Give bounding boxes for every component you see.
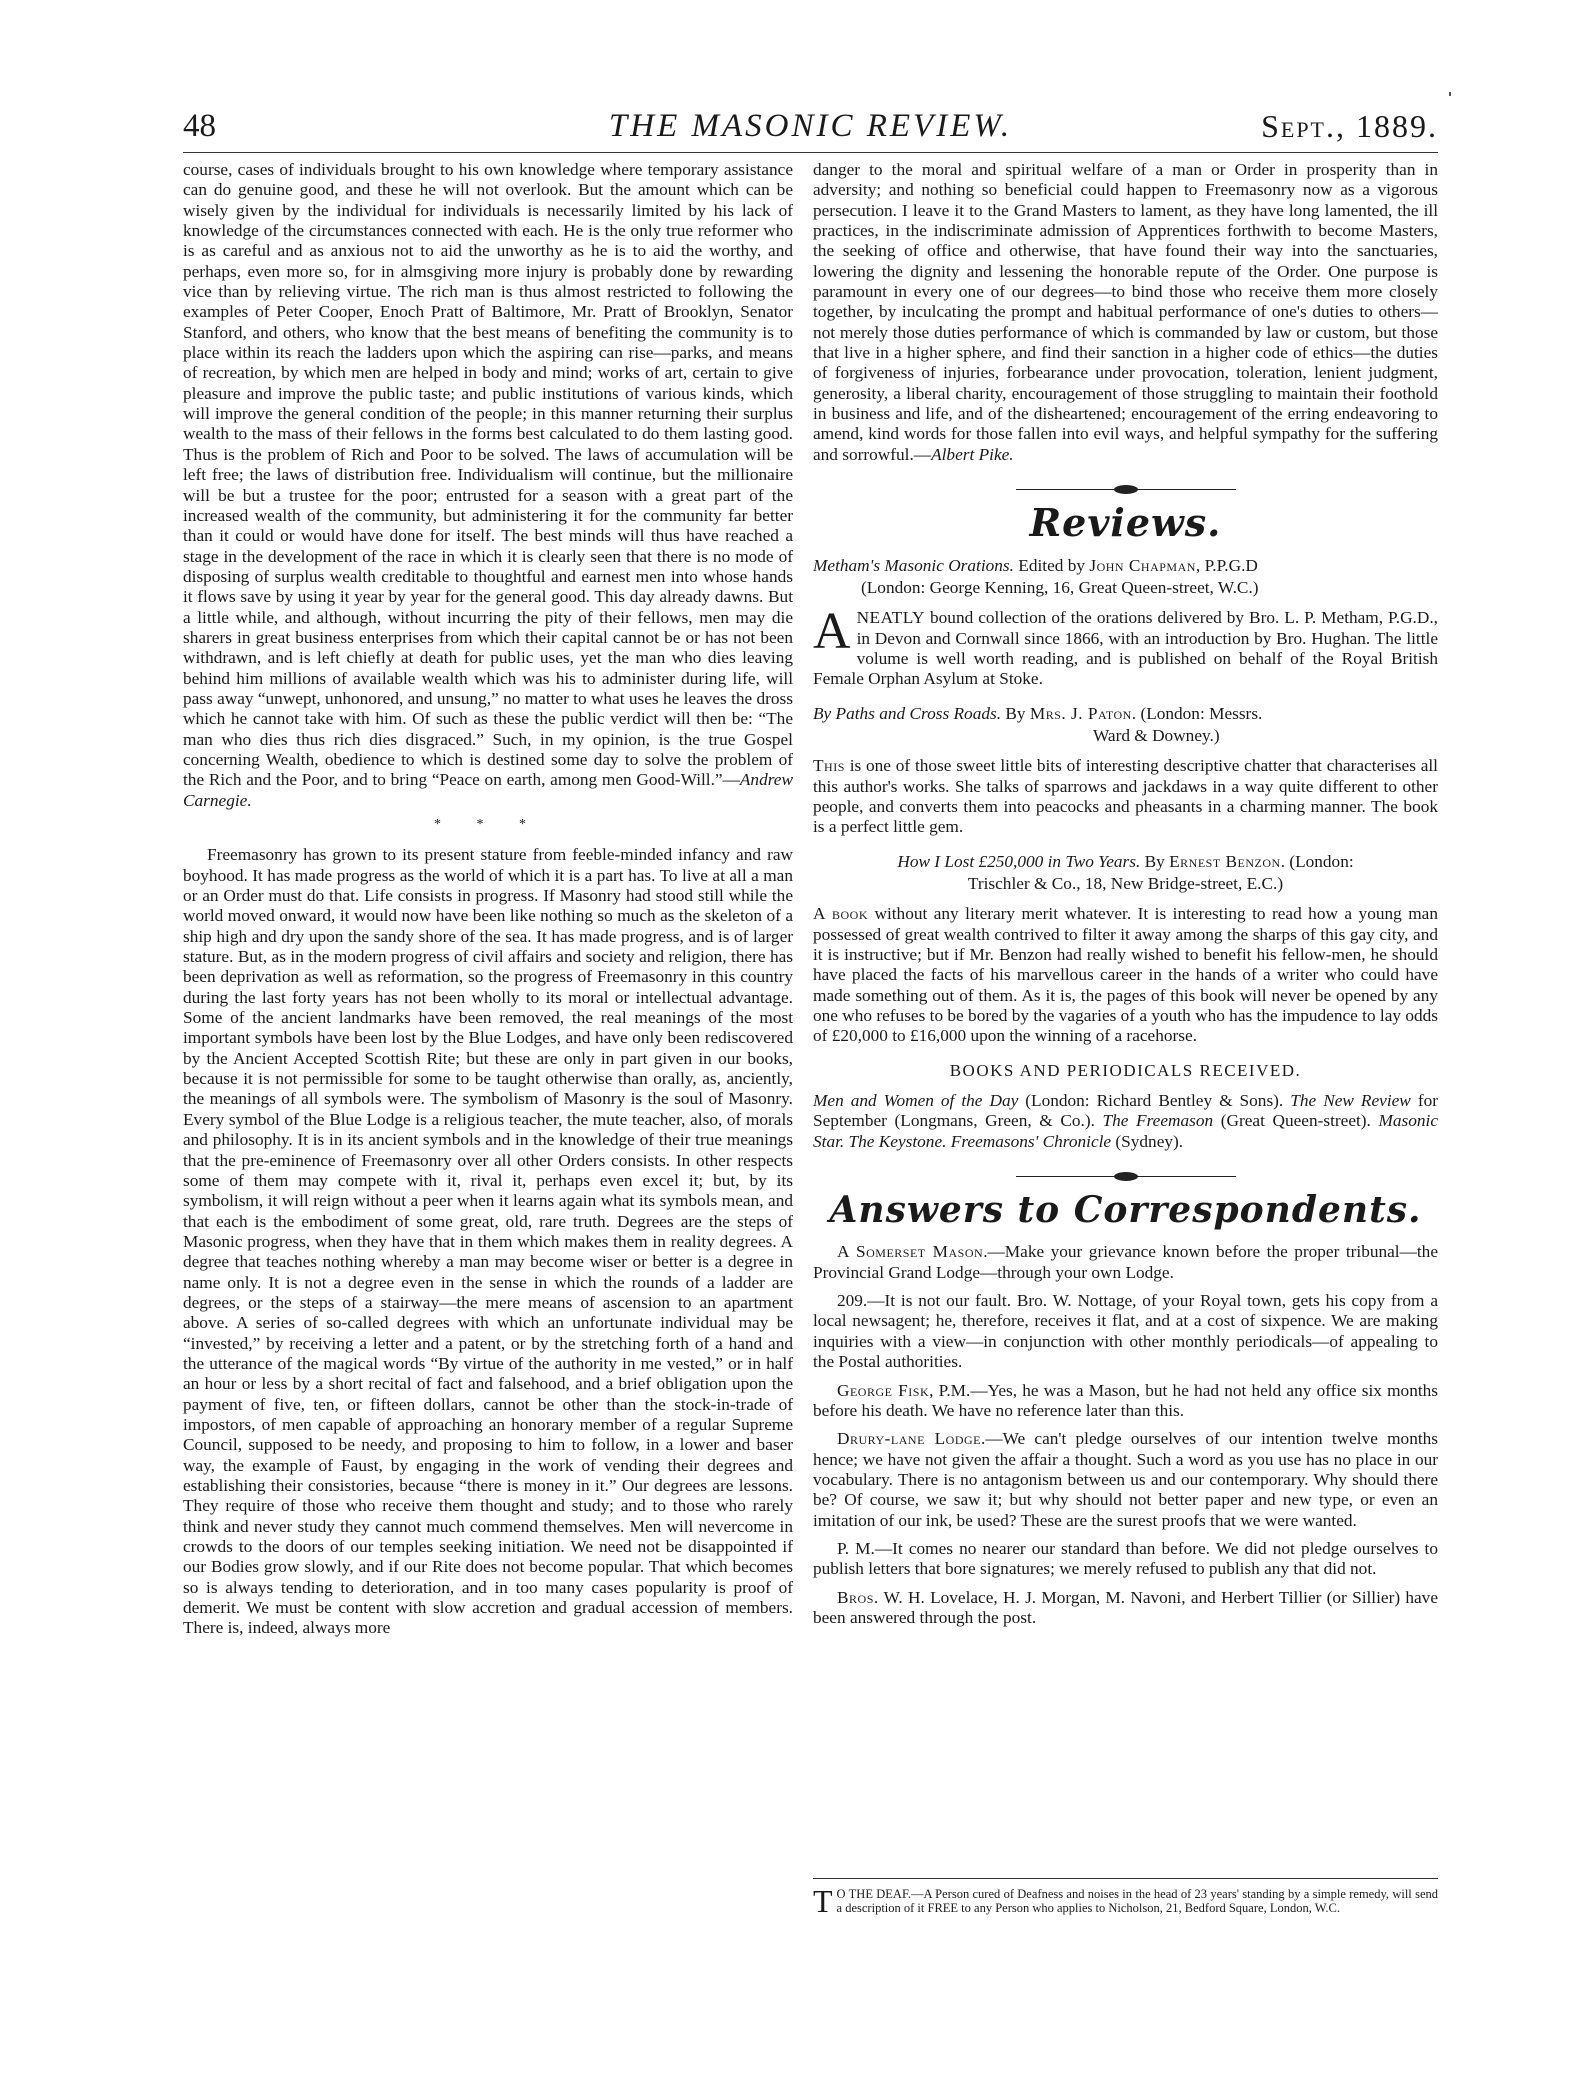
review-body: A book without any literary merit whatever. It is interesting to read how a young man possessed of great wealth contrived to filter it away among the sharps of this gay city, and it is instructive; but if Mr. Benzon had really wished to benefit his fellow-men, he should have placed the facts of his marvellous career in the hands of a writer who could have made something out of them. As it is, the pages of this book will never be opened by any one who refuses to be bored by the vagaries of a youth who has the impudence to lay odds of £20,000 to £16,000 upon the winning of a racehorse.	[813, 904, 1438, 1046]
pike-paragraph: danger to the moral and spiritual welfare of a man or Order in prosperity than in adversity; and nothing so beneficial could happen to Freemasonry now as a vigorous persecution. I leave it to the Grand Masters to lament, as they have long lamented, the ill practices, in the indiscriminate admission of Apprentices forthwith to become Masters, the seeking of office and otherwise, that have found their way into the sanctuaries, lowering the dignity and lessening the honorable repute of the Order. One purpose is paramount in every one of our degrees—to bind those who receive them more closely together, by inculcating the prompt and habitual performance of one's duties to others—not merely those duties performance of which is commanded by law or custom, but those that live in a higher sphere, and find their sanction in a higher code of ethics—the duties of forgiveness of injuries, forbearance under provocation, toleration, lenient judgment, generosity, a liberal charity, encouragement of those struggling to maintain their foothold in business and life, and of the disheartened; encouragement of the erring endeavoring to amend, kind words for those fallen into evil ways, and helpful sympathy for the suffering and sorrowful.—Albert Pike.	[813, 160, 1438, 464]
section-stars: * * *	[434, 817, 542, 832]
review-heading: By Paths and Cross Roads. By Mrs. J. Paton. (London: Messrs.	[813, 703, 1263, 723]
answers-list	[813, 1242, 1438, 1628]
ornament-divider	[1016, 479, 1236, 501]
page-header	[183, 108, 1438, 152]
freemasonry-paragraph: Freemasonry has grown to its present stature from feeble-minded infancy and raw boyhood. It has made progress as the world of which it is a part has. To live at all a man or an Order must do that. Life consists in progress. If Masonry had stood still while the world moved onward, it would now have been like nothing so much as the skeleton of a ship high and dry upon the sandy shore of the sea. It has made progress, and is of larger stature. But, as in the modern progress of civil affairs and society and religion, there has been deprivation as well as reformation, so the progress of Freemasonry in this country during the last forty years has not been wholly to its moral or intellectual advantage. Some of the ancient landmarks have been removed, the real meanings of the most important symbols have been lost by the Blue Lodges, and have only been rediscovered by the Ancient Accepted Scottish Rite; but these are only in part given in our books, because it is not permissible for some to be taught otherwise than orally, as, anciently, the meanings of all symbols were. The symbolism of Masonry is the soul of Masonry. Every symbol of the Blue Lodge is a religious teacher, the mute teacher, also, of morals and philosophy. It is in its ancient symbols and in the knowledge of their true meanings that the pre-eminence of Freemasonry over all other Orders consists. In other respects some of them may compete with it, rival it, perhaps even excel it; but, by its symbolism, it will reign without a peer when it learns again what its symbols mean, and that each is the embodiment of some great, old, rare truth. Degrees are the steps of Masonic progress, when they have that in them which makes them in reality degrees. A degree that teaches nothing whereby a man may become wiser or better is a degree in name only. It is not a degree even in the sense in which the rounds of a ladder are degrees, or the steps of a stairway—the mere means of ascension to an apartment above. A series of so-called degrees with which an unfortunate individual may be “invested,” by receiving a letter and a patent, or by the stretching forth of a hand and the utterance of the magical words “By virtue of the authority in me vested,” or in half an hour or less by a short recital of fact and falsehood, and a brief obligation upon the payment of five, ten, or fifteen dollars, cannot be other than the stock-in-trade of impostors, of men capable of approaching an honorary member of a regular Supreme Council, supposed to be needy, and proposing to him to follow, in a lower and baser way, the example of Faust, by engaging in the work of vending their degrees and establishing their consistories, because “there is money in it.” Our degrees are lessons. They require of those who receive them thought and study; and to those who rarely think and never study they cannot much commend themselves. Men will nevercome in crowds to the doors of our temples seeking initiation. We need not be disappointed if our Bodies grow slowly, and if our Rite does not become popular. That which becomes so is always tending to deterioration, and in too many cases popularity is proof of demerit. We must be content with slow accretion and gradual accession of members. There is, indeed, always more	[183, 845, 793, 1638]
reviews-heading: Reviews.	[1029, 500, 1222, 546]
books-received-heading: BOOKS AND PERIODICALS RECEIVED.	[949, 1060, 1302, 1080]
answer-item: Drury-lane Lodge.—We can't pledge ourselves of our intention twelve months hence; we have not given the affair a thought. Such a word as you use has no place in our vocabulary. There is no antagonism between us and our contemporary. Why should there be? Of course, we saw it; but why should not better paper and new type, or even an imitation of our ink, be used? These are the surest proofs that we were wanted.	[813, 1429, 1439, 1530]
journal-title: THE MASONIC REVIEW.	[608, 108, 1013, 144]
review-heading: Metham's Masonic Orations. Edited by John Chapman, P.P.G.D	[813, 555, 1258, 575]
advertisement-footnote: T O THE DEAF.—A Person cured of Deafness and noises in the head of 23 years' standing by a simple remedy, will send a description of it FREE to any Person who applies to Nicholson, 21, Bedford Square, London, W.C.	[813, 1883, 1438, 1919]
review-1	[813, 556, 1438, 690]
review-publisher: Trischler & Co., 18, New Bridge-street, E.C.)	[967, 873, 1284, 893]
answer-item: P. M.—It comes no nearer our standard than before. We did not pledge ourselves to publish letters that bore signatures; we merely refused to publish any that did not.	[813, 1538, 1438, 1579]
answer-item: Bros. W. H. Lovelace, H. J. Morgan, M. Navoni, and Herbert Tillier (or Sillier) have been answered through the post.	[813, 1587, 1438, 1627]
scan-mark	[1449, 92, 1451, 96]
left-column	[183, 160, 793, 1639]
answer-item: 209.—It is not our fault. Bro. W. Nottage, of your Royal town, gets his copy from a local newsagent; he, therefore, receives it flat, and at a cost of sixpence. We are making inquiries with a view—in conjunction with other monthly periodicals—of appealing to the Postal authorities.	[813, 1291, 1438, 1372]
review-publisher: (London: George Kenning, 16, Great Queen-street, W.C.)	[861, 577, 1259, 597]
answer-item: A Somerset Mason.—Make your grievance known before the proper tribunal—the Provincial Grand Lodge—through your own Lodge.	[813, 1242, 1438, 1282]
review-heading: How I Lost £250,000 in Two Years. By Ernest Benzon. (London:	[897, 851, 1354, 871]
review-3	[813, 852, 1438, 1047]
footnote-drop-cap: T	[813, 1883, 833, 1919]
review-author: Mrs. J. Paton	[1029, 703, 1132, 723]
review-body: ANEATLY bound collection of the orations delivered by Bro. L. P. Metham, P.G.D., in Devon and Cornwall since 1866, with an introduction by Bro. Hughan. The little volume is well worth reading, and is published on behalf of the Royal British Female Orphan Asylum at Stoke.	[813, 603, 1438, 689]
right-column	[813, 160, 1438, 1636]
page-number: 48	[183, 108, 216, 144]
footnote-rule	[813, 1878, 1438, 1879]
books-received-list: Men and Women of the Day (London: Richard Bentley & Sons). The New Review for September (Longmans, Green, & Co.). The Freemason (Great Queen-street). Masonic Star. The Keystone. Freemasons' Chronicle (Sydney).	[813, 1091, 1438, 1151]
drop-cap: A	[813, 603, 851, 661]
ornament-divider	[1016, 1166, 1236, 1188]
carnegie-paragraph: course, cases of individuals brought to his own knowledge where temporary assistance can do genuine good, and these he will not overlook. But the amount which can be wisely given by the individual for individuals is necessarily limited by his lack of knowledge of the circumstances connected with each. He is the only true reformer who is as careful and as anxious not to aid the unworthy as he is to aid the worthy, and perhaps, even more so, for in almsgiving more injury is probably done by rewarding vice than by relieving virtue. The rich man is thus almost restricted to following the examples of Peter Cooper, Enoch Pratt of Baltimore, Mr. Pratt of Brooklyn, Senator Stanford, and others, who know that the best means of benefiting the community is to place within its reach the ladders upon which the aspiring can rise—parks, and means of recreation, by which men are helped in body and mind; works of art, certain to give pleasure and improve the public taste; and public institutions of various kinds, which will improve the general condition of the people; in this manner returning their surplus wealth to the mass of their fellows in the forms best calculated to do them lasting good. Thus is the problem of Rich and Poor to be solved. The laws of accumulation will be left free; the laws of distribution free. Individualism will continue, but the millionaire will be but a trustee for the poor; entrusted for a season with a great part of the increased wealth of the community, but administering it for the community far better than it could or would have done for itself. The best minds will thus have reached a stage in the development of the race in which it is clearly seen that there is no mode of disposing of surplus wealth creditable to thoughtful and earnest men into whose hands it flows save by using it year by year for the general good. This day already dawns. But a little while, and although, without incurring the pity of their fellows, men may die sharers in great business enterprises from which their capital cannot be or has not been withdrawn, and is left chiefly at death for public uses, yet the man who dies leaving behind him millions of available wealth which was his to administer during life, will pass away “unwept, unhonored, and unsung,” no matter to what uses he leaves the dross which he cannot take with him. Of such as these the public verdict will then be: “The man who dies thus rich dies disgraced.” Such, in my opinion, is the true Gospel concerning Wealth, obedience to which is destined some day to solve the problem of the Rich and the Poor, and to bring “Peace on earth, among men Good-Will.”—Andrew Carnegie.	[183, 160, 793, 810]
header-rule	[183, 152, 1438, 153]
answers-heading: Answers to Correspondents.	[829, 1189, 1422, 1232]
review-body: This is one of those sweet little bits of interesting descriptive chatter that characterises all this author's works. She talks of sparrows and jackdaws in a way quite different to other people, and converts them into peacocks and pheasants in a charming manner. The book is a perfect little gem.	[813, 756, 1438, 837]
review-title: By Paths and Cross Roads.	[813, 703, 1002, 723]
review-2	[813, 704, 1438, 838]
answer-item: George Fisk, P.M.—Yes, he was a Mason, but he had not held any office six months before his death. We have no reference later than this.	[813, 1380, 1439, 1420]
review-author: John Chapman	[1089, 555, 1196, 575]
review-publisher: Ward & Downey.)	[1093, 725, 1220, 745]
review-title: How I Lost £250,000 in Two Years.	[897, 851, 1141, 871]
review-title: Metham's Masonic Orations.	[813, 555, 1014, 575]
pike-signature: Albert Pike.	[931, 444, 1014, 464]
issue-date: Sept., 1889.	[1261, 108, 1438, 144]
carnegie-signature: Andrew Carnegie.	[183, 770, 793, 810]
review-author: Ernest Benzon	[1169, 851, 1281, 871]
